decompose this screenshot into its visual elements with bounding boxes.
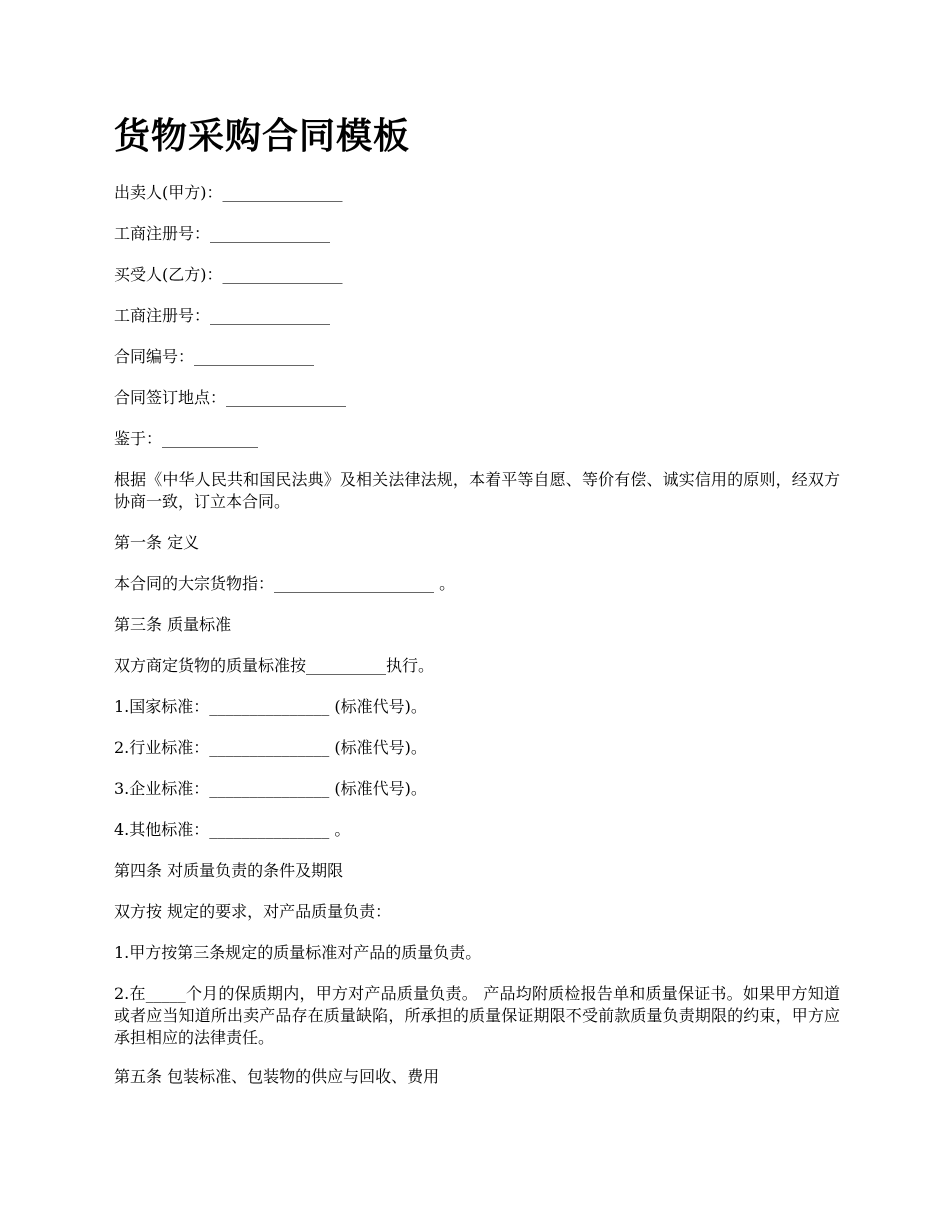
contract-number-field: 合同编号：_______________ xyxy=(114,347,315,366)
whereas-field: 鉴于：____________ xyxy=(114,429,259,448)
article-5-heading: 第五条 包装标准、包装物的供应与回收、费用 xyxy=(114,1067,440,1086)
industry-standard-item: 2.行业标准：_______________ (标准代号)。 xyxy=(114,738,427,757)
article-3-heading: 第三条 质量标准 xyxy=(114,615,232,634)
article-1-definition: 本合同的大宗货物指：____________________ 。 xyxy=(114,574,456,593)
seller-field: 出卖人(甲方)：_______________ xyxy=(114,183,343,202)
document-title: 货物采购合同模板 xyxy=(114,115,411,157)
other-standard-item: 4.其他标准：_______________ 。 xyxy=(114,820,351,839)
article-1-heading: 第一条 定义 xyxy=(114,533,200,552)
article-4-intro: 双方按 规定的要求，对产品质量负责： xyxy=(114,902,392,921)
article-4-heading: 第四条 对质量负责的条件及期限 xyxy=(114,861,344,880)
article-4-item-1: 1.甲方按第三条规定的质量标准对产品的质量负责。 xyxy=(114,943,482,962)
buyer-field: 买受人(乙方)：_______________ xyxy=(114,265,343,284)
buyer-registration-field: 工商注册号：_______________ xyxy=(114,306,331,325)
quality-standard-clause: 双方商定货物的质量标准按__________执行。 xyxy=(114,656,435,675)
seller-registration-field: 工商注册号：_______________ xyxy=(114,224,331,243)
enterprise-standard-item: 3.企业标准：_______________ (标准代号)。 xyxy=(114,779,427,798)
national-standard-item: 1.国家标准：_______________ (标准代号)。 xyxy=(114,697,427,716)
article-4-item-2: 2.在_____个月的保质期内，甲方对产品质量负责。 产品均附质检报告单和质量保证书。如果甲方知道或者应当知道所出卖产品存在质量缺陷，所承担的质量保证期限不受前款质量负责期限的约束，甲方应承担相应的法律责任。 xyxy=(114,984,840,1047)
preamble-paragraph: 根据《中华人民共和国民法典》及相关法律法规，本着平等自愿、等价有偿、诚实信用的原则，经双方协商一致，订立本合同。 xyxy=(114,470,840,511)
signing-place-field: 合同签订地点：_______________ xyxy=(114,388,347,407)
